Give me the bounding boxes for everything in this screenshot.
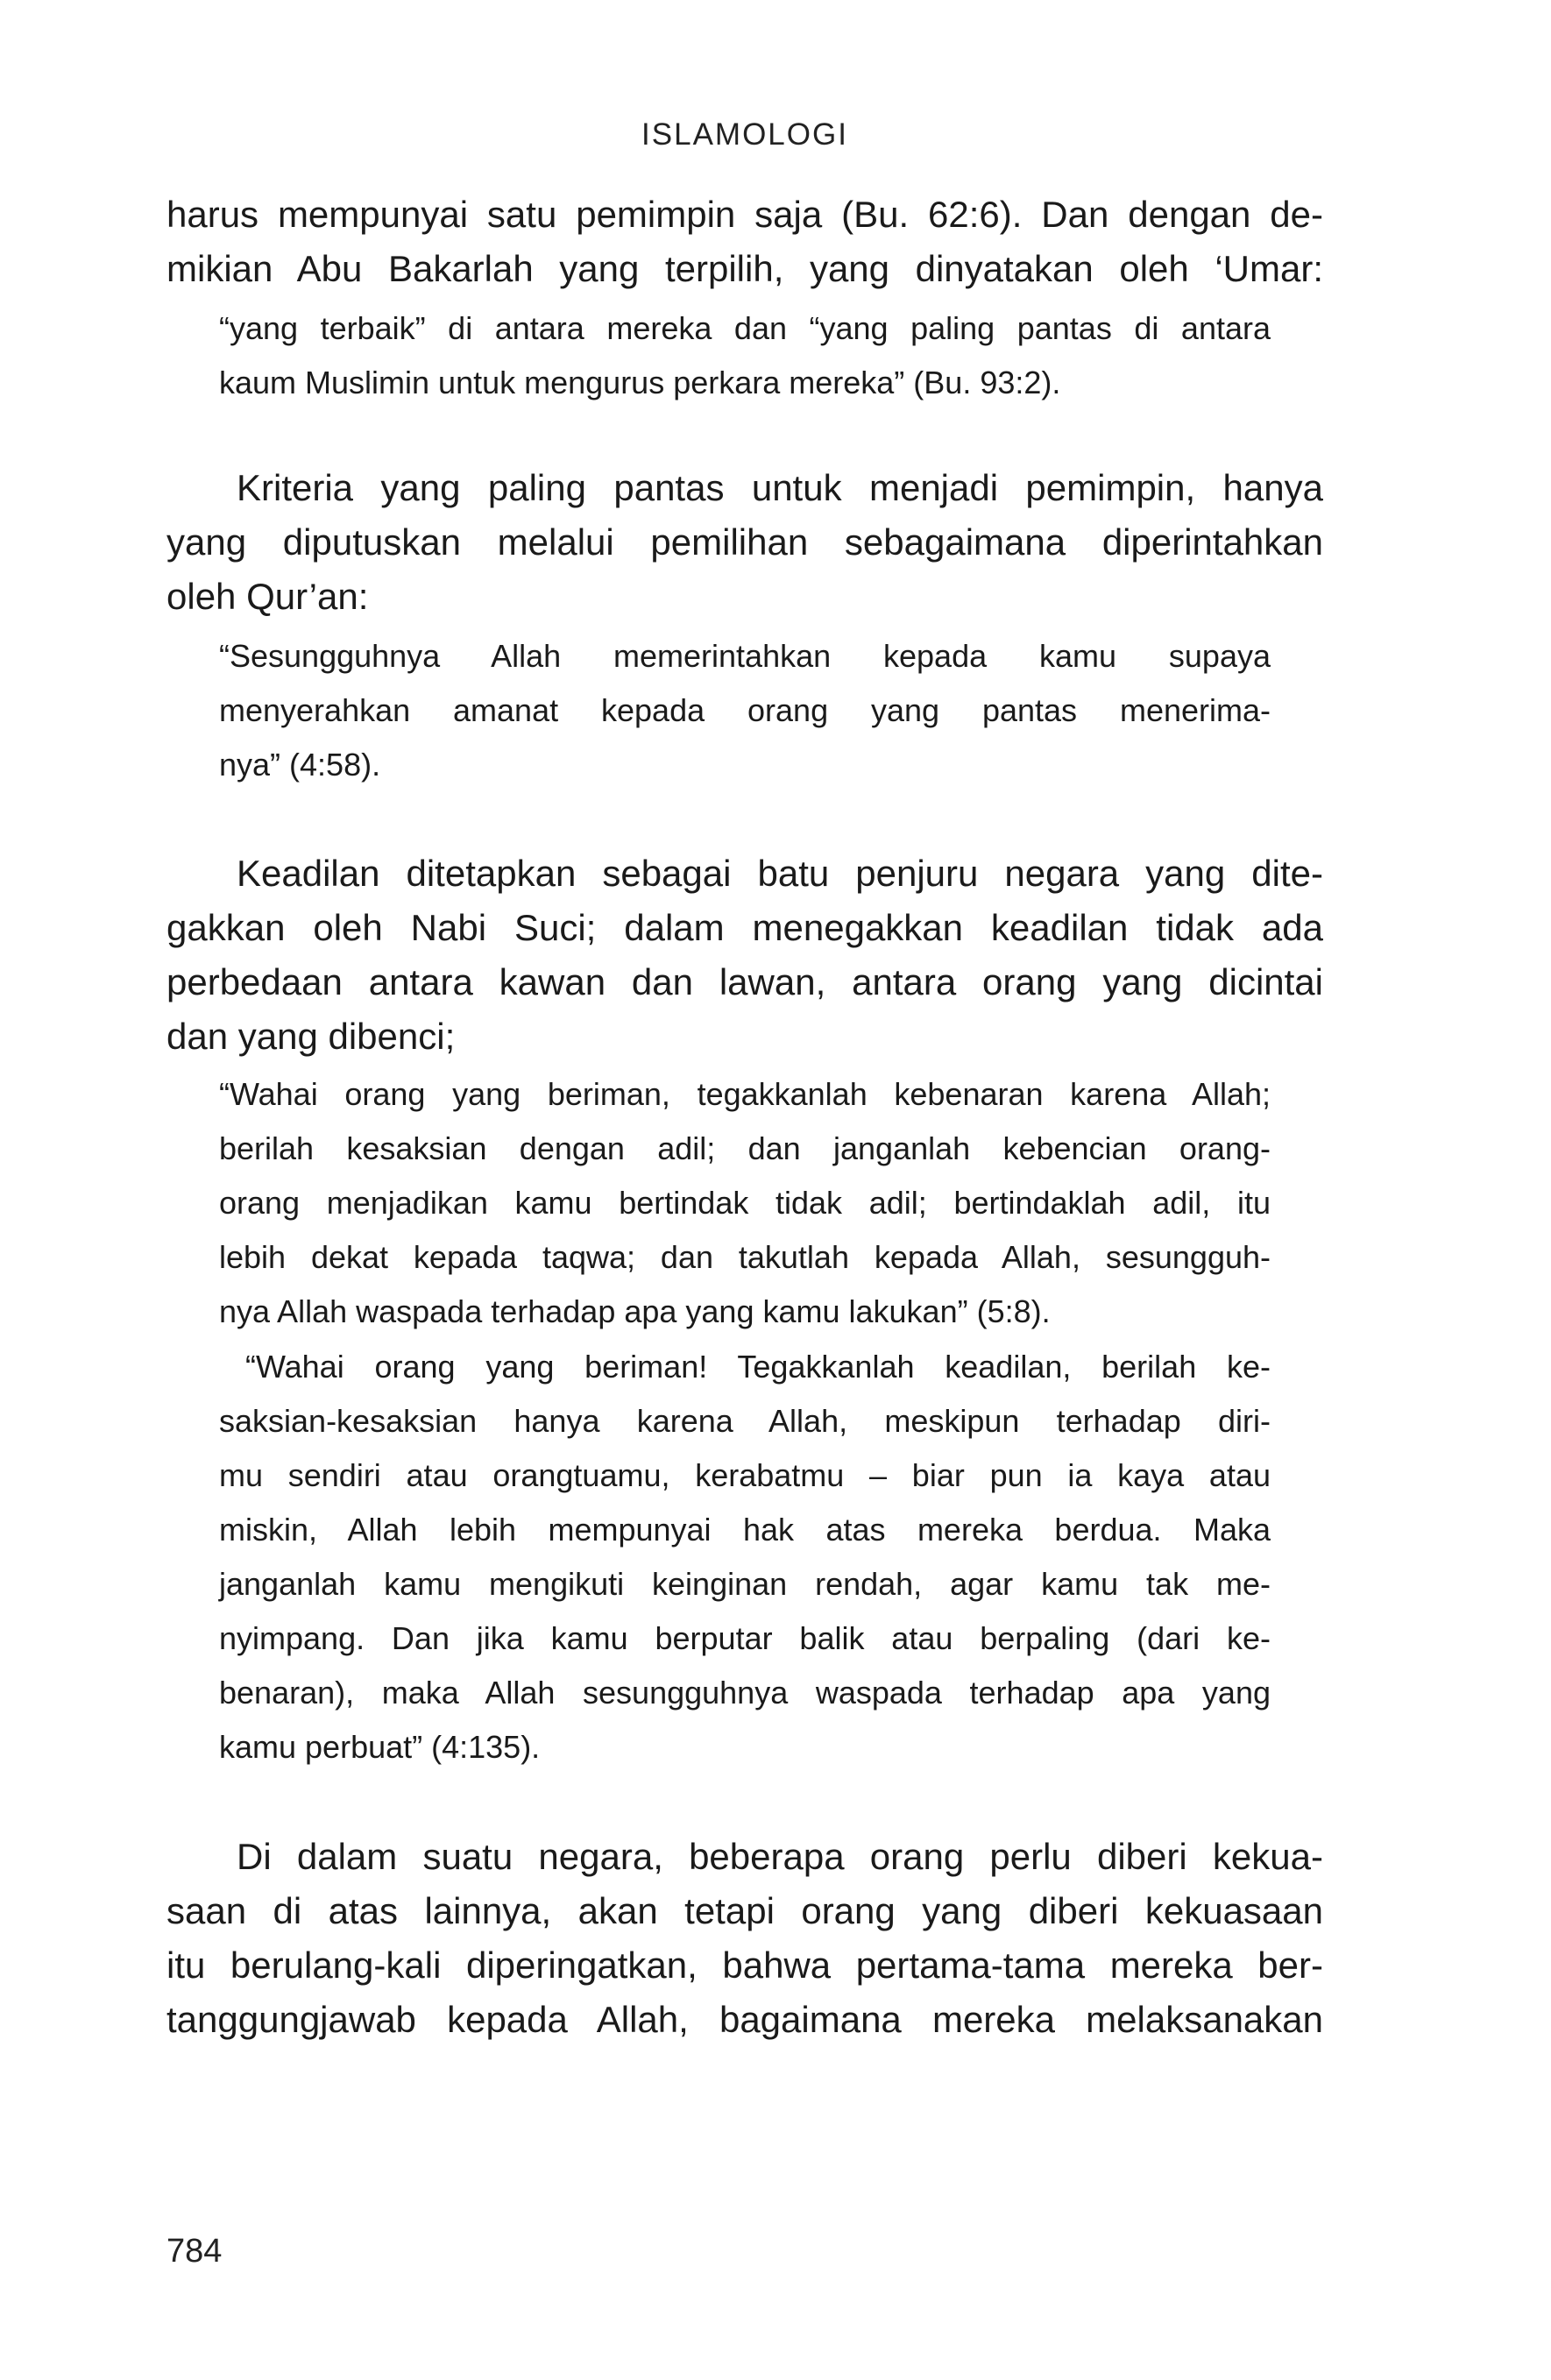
- paragraph-line: Keadilan ditetapkan sebagai batu penjuru negara yang dite-: [237, 853, 1323, 894]
- paragraph-line: Di dalam suatu negara, beberapa orang perlu diberi kekua-: [237, 1836, 1323, 1877]
- paragraph-line: mikian Abu Bakarlah yang terpilih, yang dinyatakan oleh ‘Umar:: [166, 248, 1323, 289]
- paragraph-line: dan yang dibenci;: [166, 1016, 456, 1057]
- paragraph-line: harus mempunyai satu pemimpin saja (Bu. 62:6). Dan dengan de-: [166, 194, 1323, 235]
- paragraph-1: [166, 188, 1323, 296]
- quote-line: kaum Muslimin untuk mengurus perkara mereka” (Bu. 93:2).: [219, 365, 1061, 400]
- paragraph-line: tanggungjawab kepada Allah, bagaimana mereka melaksanakan: [166, 1999, 1323, 2040]
- paragraph-4: [166, 1830, 1323, 2047]
- quote-line: “yang terbaik” di antara mereka dan “yang paling pantas di antara: [219, 310, 1271, 346]
- quote-3: [219, 1067, 1271, 1339]
- quote-line: “Wahai orang yang beriman, tegakkanlah kebenaran karena Allah;: [219, 1076, 1271, 1112]
- quote-4: [219, 1340, 1271, 1774]
- paragraph-line: gakkan oleh Nabi Suci; dalam menegakkan keadilan tidak ada: [166, 907, 1323, 948]
- quote-line: lebih dekat kepada taqwa; dan takutlah kepada Allah, sesungguh-: [219, 1239, 1271, 1275]
- paragraph-2: [166, 461, 1323, 624]
- quote-line: saksian-kesaksian hanya karena Allah, meskipun terhadap diri-: [219, 1403, 1271, 1439]
- paragraph-line: Kriteria yang paling pantas untuk menjadi pemimpin, hanya: [237, 467, 1323, 508]
- running-header-title: ISLAMOLOGI: [641, 117, 848, 152]
- quote-line: janganlah kamu mengikuti keinginan rendah, agar kamu tak me-: [219, 1566, 1271, 1602]
- quote-line: berilah kesaksian dengan adil; dan janganlah kebencian orang-: [219, 1130, 1271, 1166]
- paragraph-line: saan di atas lainnya, akan tetapi orang yang diberi kekuasaan: [166, 1890, 1323, 1931]
- quote-line: mu sendiri atau orangtuamu, kerabatmu – biar pun ia kaya atau: [219, 1457, 1271, 1493]
- paragraph-line: oleh Qur’an:: [166, 576, 369, 617]
- quote-line: menyerahkan amanat kepada orang yang pantas menerima-: [219, 692, 1271, 728]
- paragraph-3: [166, 846, 1323, 1064]
- quote-1: [219, 301, 1271, 410]
- paragraph-line: itu berulang-kali diperingatkan, bahwa pertama-tama mereka ber-: [166, 1944, 1323, 1986]
- quote-line: nya Allah waspada terhadap apa yang kamu lakukan” (5:8).: [219, 1293, 1051, 1329]
- paragraph-line: yang diputuskan melalui pemilihan sebagaimana diperintahkan: [166, 521, 1323, 563]
- page-number: 784: [166, 2233, 223, 2270]
- quote-line: nyimpang. Dan jika kamu berputar balik atau berpaling (dari ke-: [219, 1620, 1271, 1656]
- quote-line: nya” (4:58).: [219, 747, 381, 783]
- quote-line: orang menjadikan kamu bertindak tidak adil; bertindaklah adil, itu: [219, 1185, 1271, 1221]
- quote-line: miskin, Allah lebih mempunyai hak atas mereka berdua. Maka: [219, 1512, 1271, 1548]
- paragraph-line: perbedaan antara kawan dan lawan, antara orang yang dicintai: [166, 961, 1323, 1002]
- quote-line: kamu perbuat” (4:135).: [219, 1729, 541, 1765]
- quote-line: “Wahai orang yang beriman! Tegakkanlah keadilan, berilah ke-: [245, 1349, 1271, 1385]
- quote-line: benaran), maka Allah sesungguhnya waspada terhadap apa yang: [219, 1675, 1271, 1711]
- quote-line: “Sesungguhnya Allah memerintahkan kepada kamu supaya: [219, 638, 1271, 674]
- quote-2: [219, 629, 1271, 792]
